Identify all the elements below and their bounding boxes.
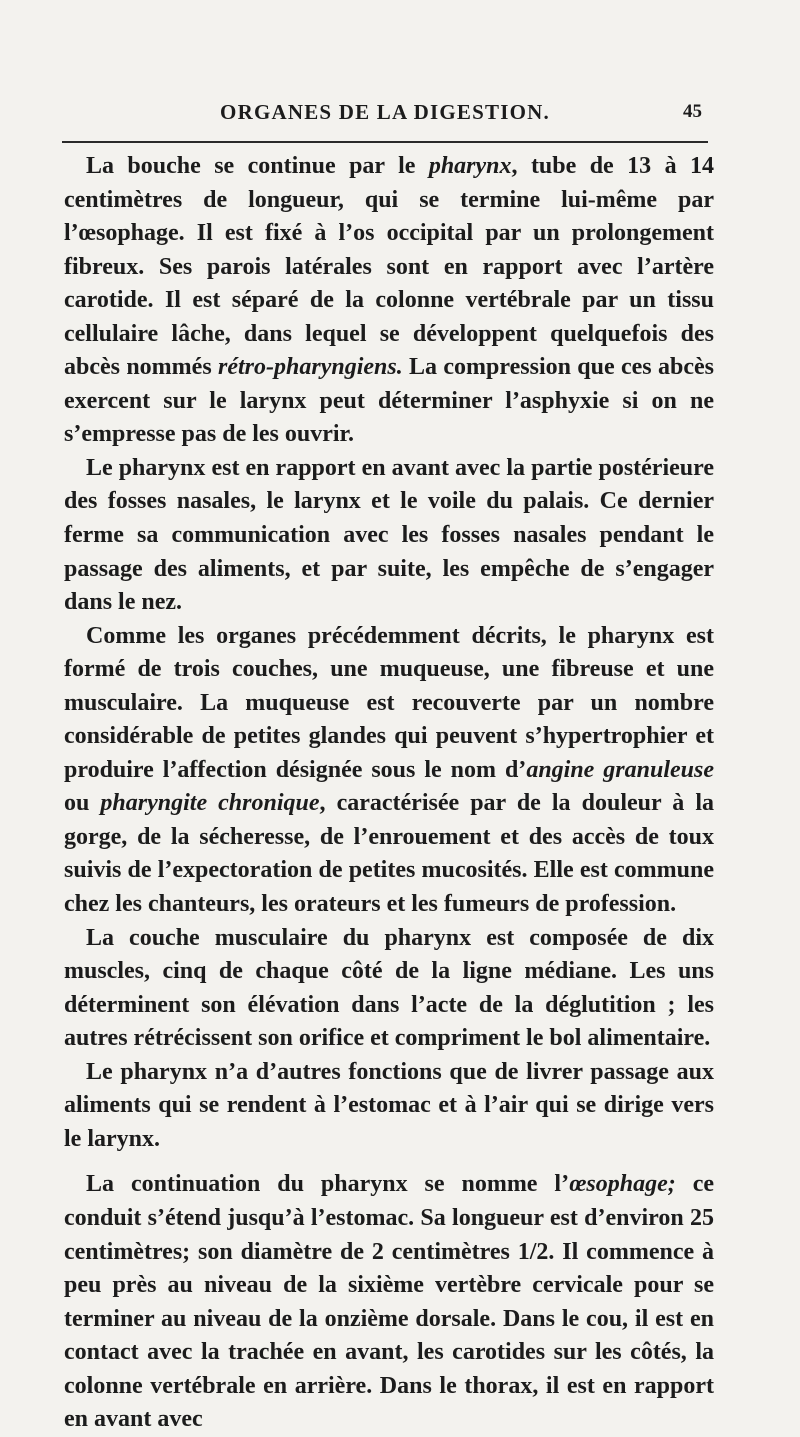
term-pharynx: pharynx (428, 153, 512, 179)
paragraph-pharynx-relations: Le pharynx est en rapport en avant avec la partie postérieure des fosses nasales, le larynx et le voile du palais. Ce dernier ferme sa communication avec les fosses nasales pendant le passage des aliments, et par suite, les empêche de s’engager dans le nez. (64, 454, 714, 616)
term-retro-pharyngiens: rétro-pharyngiens. (218, 354, 403, 381)
paragraph-pharynx-intro (64, 150, 714, 452)
page-number: 45 (683, 101, 702, 122)
text-run: , tube de 13 à 14 centimètres de longueur, qui se termine lui-même par l’œsophage. Il est fixé à l’os occipital par un prolongement fibreux. Ses parois latérales sont en rapport avec l’artère carotide. Il est séparé de la colonne vertébrale par un tissu cellulaire lâche, dans lequel se développent quelquefois des abcès nommés (64, 153, 715, 381)
text-run: La continuation du pharynx se nomme l’ (86, 1171, 570, 1198)
text-run: ou (64, 790, 101, 817)
body-text (64, 150, 714, 1437)
paragraph-pharynx-function: Le pharynx n’a d’autres fonctions que de livrer passage aux aliments qui se rendent à l’estomac et à l’air qui se dirige vers le larynx. (64, 1058, 714, 1152)
paragraph-oesophagus (64, 1168, 714, 1436)
running-head (60, 100, 710, 136)
term-angine-granuleuse: angine granuleuse (526, 756, 714, 783)
paragraph-muscular-layer: La couche musculaire du pharynx est composée de dix muscles, cinq de chaque côté de la ligne médiane. Les uns déterminent son élévation dans l’acte de la déglutition ; les autres rétrécissent son orifice et compriment le bol alimentaire. (64, 924, 714, 1052)
running-title: ORGANES DE LA DIGESTION. (220, 100, 550, 124)
term-oesophage: œsophage; (569, 1171, 676, 1198)
text-run: , caractérisée par de la douleur à la gorge, de la sécheresse, de l’enrouement et des accès de toux suivis de l’expectoration de petites mucosités. Elle est commune chez les chanteurs, les orateurs et les fumeurs de profession. (64, 790, 714, 918)
text-run: La bouche se continue par le (86, 153, 429, 179)
text-run: Comme les organes précédemment décrits, le pharynx est formé de trois couches, une muqueuse, une fibreuse et une musculaire. La muqueuse est recouverte par un nombre considérable de petites glandes qui peuvent s’hypertrophier et produire l’affection désignée sous le nom d’ (64, 622, 714, 783)
term-pharyngite-chronique: pharyngite chronique (100, 790, 320, 817)
header-rule (62, 141, 708, 143)
paragraph-pharynx-layers (64, 620, 714, 922)
text-run: ce conduit s’étend jusqu’à l’estomac. Sa longueur est d’environ 25 centimètres; son diamètre de 2 centimètres 1/2. Il commence à peu près au niveau de la sixième vertèbre cervicale pour se terminer au niveau de la onzième dorsale. Dans le cou, il est en contact avec la trachée en avant, les carotides sur les côtés, la colonne vertébrale en arrière. Dans le thorax, il est en rapport en avant avec (64, 1171, 714, 1433)
text-run: La compression que ces abcès exercent sur le larynx peut déterminer l’asphyxie si on ne s’empresse pas de les ouvrir. (64, 354, 714, 448)
